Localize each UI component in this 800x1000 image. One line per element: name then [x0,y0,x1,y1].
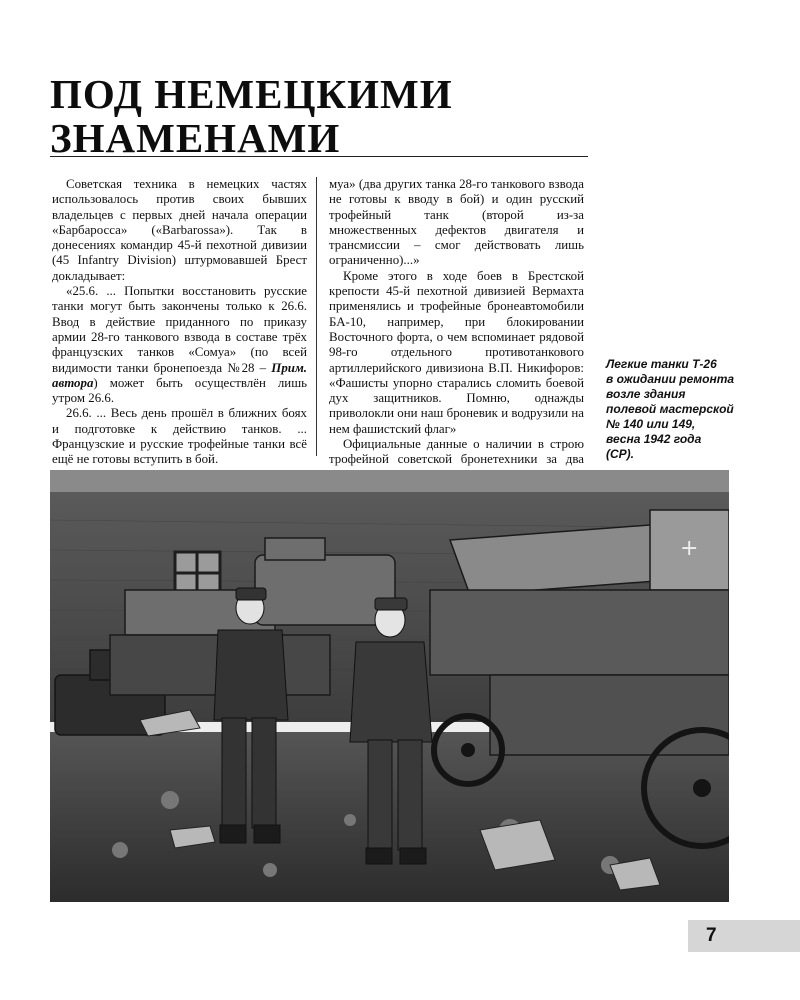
paragraph: Официальные данные о наличии в строю трофейной советской бронетехники за два [329,437,584,467]
caption-line: Легкие танки Т-26 [606,357,717,371]
caption-line: (СР). [606,447,634,461]
window [175,552,220,594]
page-number: 7 [706,925,717,946]
caption-line: полевой мастерской [606,402,734,416]
caption-line: № 140 или 149, [606,417,696,431]
paragraph: Советская техника в немецких частях использовалось против своих бывших владельцев с первых дней начала операции «Барбаросса» («Barbarossa»). Так в донесениях командир 45-й пехотной дивизии (45 Infantry Division) штурмовавшей Брест докладывает: [52,177,307,283]
caption-line: в ожидании ремонта [606,372,735,386]
author-note: Прим. автора [52,360,307,390]
quote-text: «25.6. ... Попытки восстановить русские танки могут быть закончены только к 26.6. Ввод в действие приданного по приказу армии 28-го танкового взвода в составе трёх французских танков «Сомуа» (по всей видимости танки бронепоезда №28 – [52,284,307,375]
caption-line: весна 1942 года [606,432,702,446]
photo-caption [606,357,746,462]
paragraph-quote-25-6 [52,284,307,406]
paragraph: Кроме этого в ходе боев в Брестской крепости 45-й пехотной дивизией Вермахта применялись и трофейные бронеавтомобили БА-10, например, при блокировании Восточного форта, о чем вспоминает рядовой 98-го отдельного противотанкового артиллерийского дивизиона В.П. Никифоров: «Фашисты упорно старались сломить боевой дух защитников. Помню, однажды приволокли они наш броневик и водрузили на нем фашистский флаг» [329,268,584,436]
paragraph: 26.6. ... Весь день прошёл в ближних боях и подготовке к действию танков. ... Французские и русские трофейные танки всё ещё не готовы вступить в бой. [52,406,307,467]
title-rule [50,156,588,157]
page-number-bar [688,920,800,952]
title-line-2: ЗНАМЕНАМИ [50,115,341,161]
photo-t26-tanks [50,470,729,902]
paragraph: муа» (два других танка 28-го танкового взвода не готовы к вводу в бой) и один русский трофейный танк (второй из-за множественных дефектов двигателя и трансмиссии – смог действовать лишь ограниченно)...» [329,177,584,268]
text-column-1 [52,177,307,498]
quote-text-end: ) может быть осуществлён лишь утром 26.6. [52,375,307,406]
turret-marking: + [680,536,699,561]
text-column-2 [329,177,584,498]
title-line-1: ПОД НЕМЕЦКИМИ [50,71,453,117]
caption-line: возле здания [606,387,686,401]
article-title [50,72,590,160]
column-separator [316,177,317,456]
